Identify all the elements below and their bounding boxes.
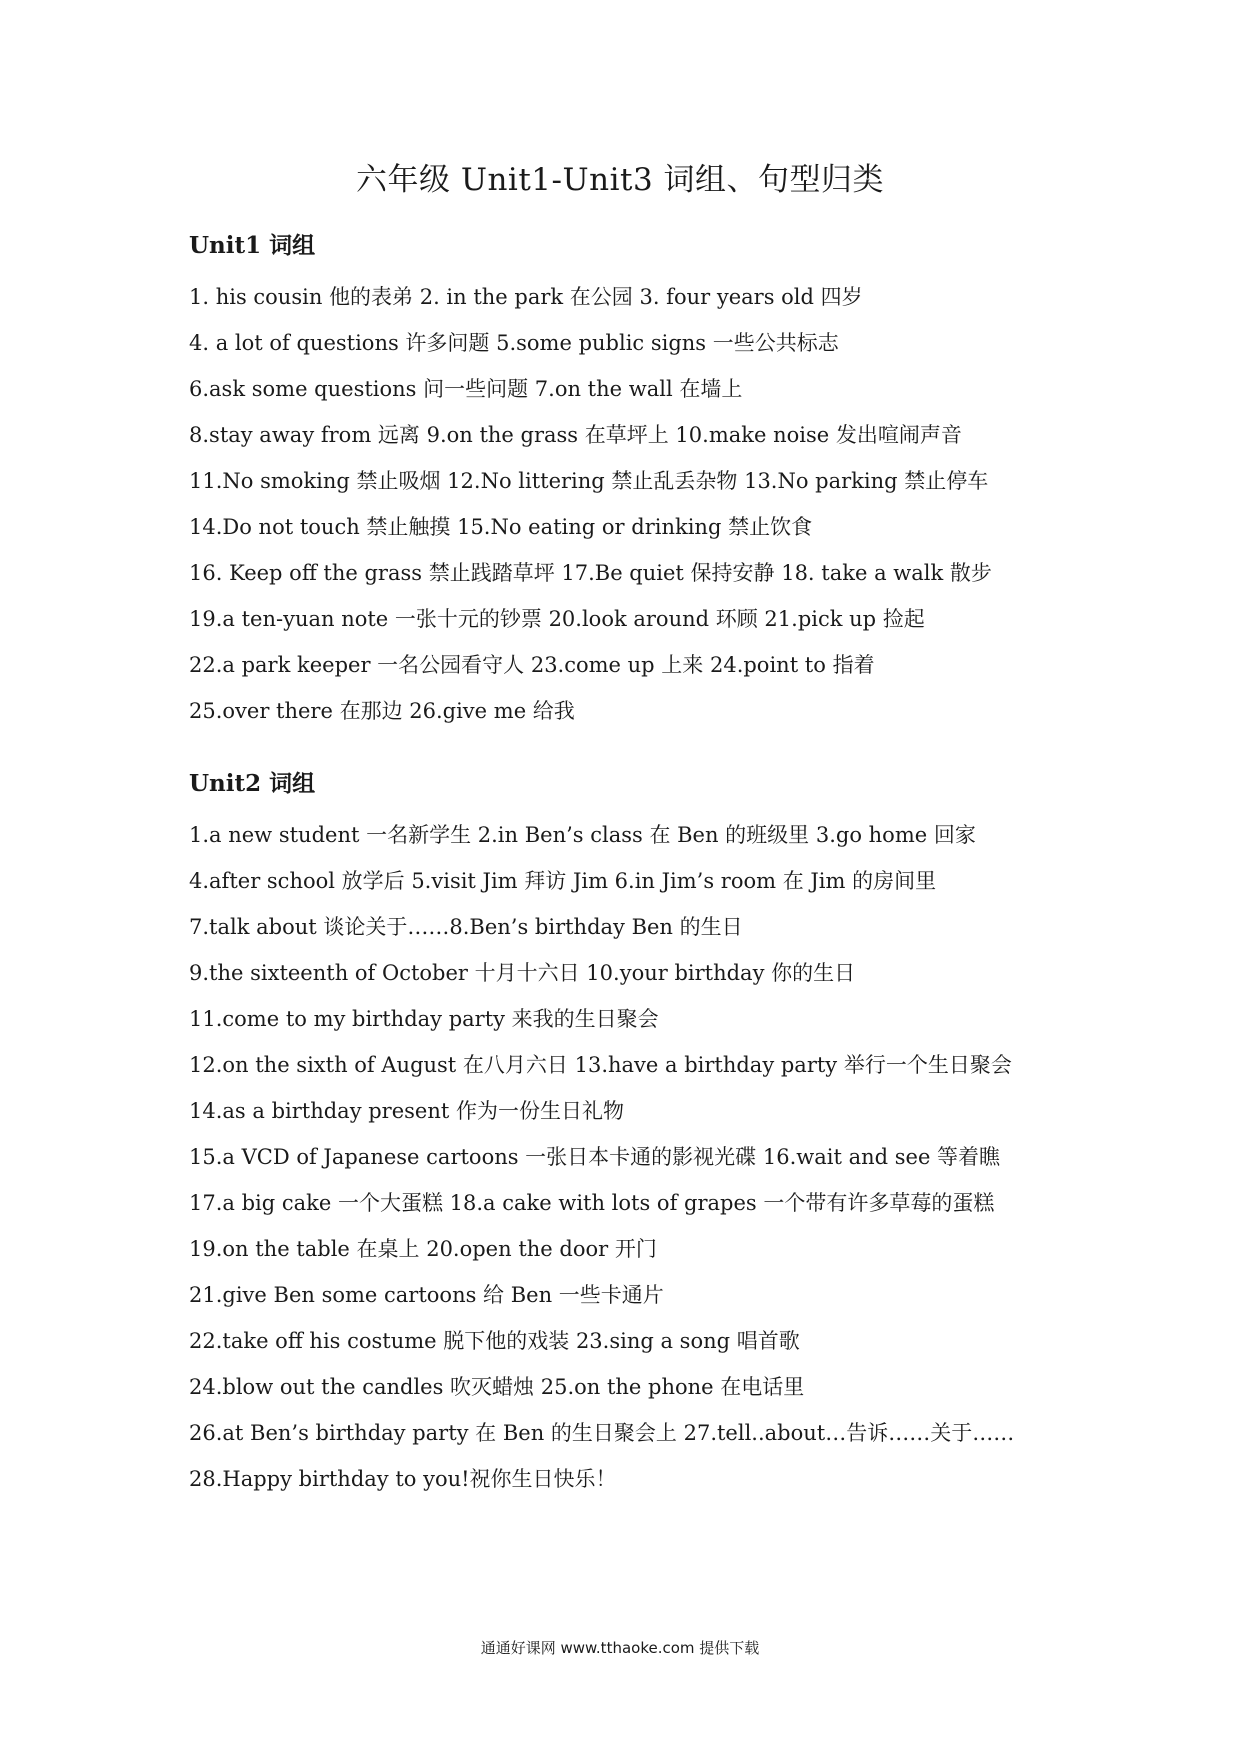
phrase-line: 22.take off his costume 脱下他的戏装 23.sing a song 唱首歌 bbox=[189, 1329, 800, 1353]
phrase-line: 16. Keep off the grass 禁止践踏草坪 17.Be quiet 保持安静 18. take a walk 散步 bbox=[189, 561, 992, 585]
section-heading: Unit2 词组 bbox=[189, 770, 316, 797]
phrase-line: 17.a big cake 一个大蛋糕 18.a cake with lots of grapes 一个带有许多草莓的蛋糕 bbox=[189, 1191, 995, 1215]
phrase-line: 4. a lot of questions 许多问题 5.some public signs 一些公共标志 bbox=[189, 331, 839, 355]
phrase-line: 11.No smoking 禁止吸烟 12.No littering 禁止乱丢杂物 13.No parking 禁止停车 bbox=[189, 469, 989, 493]
phrase-line: 1.a new student 一名新学生 2.in Ben’s class 在 Ben 的班级里 3.go home 回家 bbox=[189, 823, 976, 847]
phrase-line: 26.at Ben’s birthday party 在 Ben 的生日聚会上 27.tell..about…告诉……关于…… bbox=[189, 1421, 1015, 1445]
phrase-line: 25.over there 在那边 26.give me 给我 bbox=[189, 699, 575, 723]
phrase-line: 6.ask some questions 问一些问题 7.on the wall 在墙上 bbox=[189, 377, 743, 401]
phrase-line: 14.as a birthday present 作为一份生日礼物 bbox=[189, 1099, 624, 1123]
section-heading: Unit1 词组 bbox=[189, 232, 316, 259]
unit2-phrases-section bbox=[189, 766, 1089, 1502]
phrase-line: 1. his cousin 他的表弟 2. in the park 在公园 3. four years old 四岁 bbox=[189, 285, 863, 309]
phrase-line: 19.on the table 在桌上 20.open the door 开门 bbox=[189, 1237, 657, 1261]
page-footer: 通通好课网 www.tthaoke.com 提供下载 bbox=[480, 1639, 760, 1657]
phrase-line: 11.come to my birthday party 来我的生日聚会 bbox=[189, 1007, 659, 1031]
phrase-line: 14.Do not touch 禁止触摸 15.No eating or drinking 禁止饮食 bbox=[189, 515, 813, 539]
phrase-line: 24.blow out the candles 吹灭蜡烛 25.on the phone 在电话里 bbox=[189, 1375, 805, 1399]
phrase-line: 22.a park keeper 一名公园看守人 23.come up 上来 24.point to 指着 bbox=[189, 653, 875, 677]
phrase-line: 8.stay away from 远离 9.on the grass 在草坪上 10.make noise 发出喧闹声音 bbox=[189, 423, 962, 447]
phrase-line: 19.a ten-yuan note 一张十元的钞票 20.look around 环顾 21.pick up 捡起 bbox=[189, 607, 925, 631]
phrase-list bbox=[189, 274, 1089, 734]
phrase-line: 4.after school 放学后 5.visit Jim 拜访 Jim 6.in Jim’s room 在 Jim 的房间里 bbox=[189, 869, 937, 893]
phrase-line: 12.on the sixth of August 在八月六日 13.have a birthday party 举行一个生日聚会 bbox=[189, 1053, 1012, 1077]
phrase-line: 7.talk about 谈论关于……8.Ben’s birthday Ben 的生日 bbox=[189, 915, 743, 939]
phrase-line: 28.Happy birthday to you!祝你生日快乐！ bbox=[189, 1467, 617, 1491]
page-title: 六年级 Unit1-Unit3 词组、句型归类 bbox=[355, 162, 885, 198]
phrase-line: 15.a VCD of Japanese cartoons 一张日本卡通的影视光碟 16.wait and see 等着瞧 bbox=[189, 1145, 1001, 1169]
phrase-list bbox=[189, 812, 1089, 1502]
phrase-line: 9.the sixteenth of October 十月十六日 10.your birthday 你的生日 bbox=[189, 961, 856, 985]
unit1-phrases-section bbox=[189, 228, 1089, 734]
phrase-line: 21.give Ben some cartoons 给 Ben 一些卡通片 bbox=[189, 1283, 664, 1307]
